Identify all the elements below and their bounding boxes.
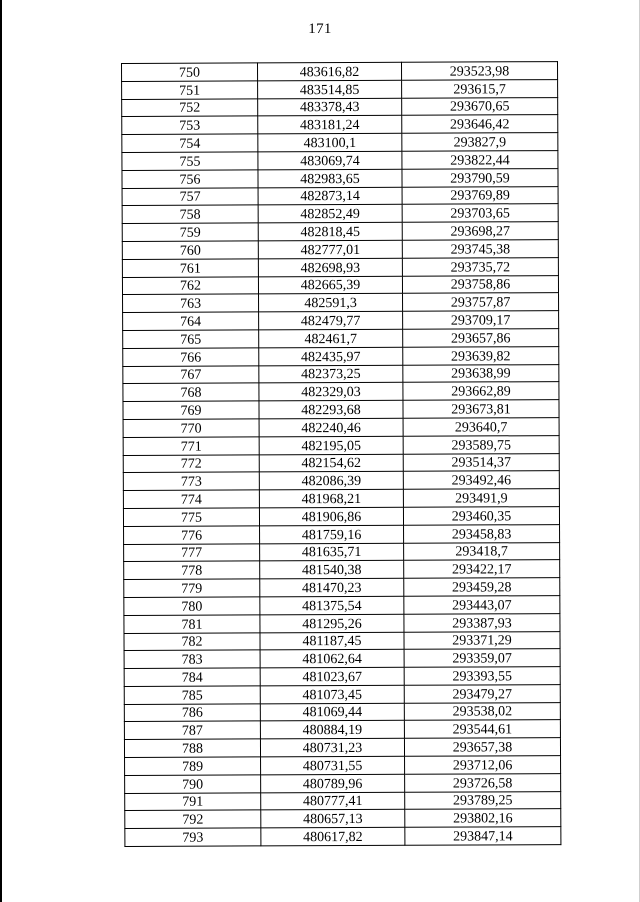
y-coordinate-cell: 293822,44	[402, 151, 558, 169]
table-row	[124, 524, 560, 544]
point-number-cell: 769	[123, 401, 259, 419]
point-number-cell: 792	[125, 810, 261, 828]
point-number-cell: 755	[122, 152, 258, 170]
point-number-cell: 791	[125, 793, 261, 811]
table-row	[125, 773, 561, 793]
table-row	[122, 115, 558, 135]
table-row	[123, 418, 559, 438]
x-coordinate-cell: 480884,19	[260, 721, 404, 739]
y-coordinate-cell: 293638,99	[403, 364, 559, 382]
point-number-cell: 779	[124, 579, 260, 597]
point-number-cell: 789	[125, 757, 261, 775]
x-coordinate-cell: 482373,25	[259, 365, 403, 383]
x-coordinate-cell: 483181,24	[258, 116, 402, 134]
y-coordinate-cell: 293709,17	[403, 311, 559, 329]
x-coordinate-cell: 481069,44	[260, 703, 404, 721]
coordinates-table	[121, 61, 561, 847]
y-coordinate-cell: 293769,89	[402, 186, 558, 204]
table-row	[124, 542, 560, 562]
point-number-cell: 771	[123, 437, 259, 455]
point-number-cell: 780	[124, 597, 260, 615]
table-row	[123, 471, 559, 491]
x-coordinate-cell: 482435,97	[259, 347, 403, 365]
y-coordinate-cell: 293657,86	[403, 329, 559, 347]
x-coordinate-cell: 482852,49	[258, 205, 402, 223]
x-coordinate-cell: 483616,82	[258, 62, 402, 80]
table-row	[124, 613, 560, 633]
table-row	[122, 168, 558, 188]
y-coordinate-cell: 293443,07	[404, 595, 560, 613]
point-number-cell: 768	[123, 383, 259, 401]
x-coordinate-cell: 481073,45	[260, 685, 404, 703]
coordinates-table-body	[122, 62, 561, 847]
x-coordinate-cell: 481635,71	[260, 543, 404, 561]
table-row	[124, 631, 560, 651]
table-row	[123, 293, 559, 313]
y-coordinate-cell: 293523,98	[401, 62, 557, 80]
point-number-cell: 758	[122, 205, 258, 223]
y-coordinate-cell: 293538,02	[404, 702, 560, 720]
point-number-cell: 765	[123, 330, 259, 348]
point-number-cell: 790	[125, 775, 261, 793]
point-number-cell: 788	[124, 739, 260, 757]
table-row	[123, 507, 559, 527]
x-coordinate-cell: 481023,67	[260, 667, 404, 685]
y-coordinate-cell: 293712,06	[405, 756, 561, 774]
table-row	[125, 756, 561, 776]
point-number-cell: 751	[122, 81, 258, 99]
table-row	[122, 257, 558, 277]
y-coordinate-cell: 293460,35	[403, 507, 559, 525]
point-number-cell: 775	[123, 508, 259, 526]
y-coordinate-cell: 293726,58	[405, 773, 561, 791]
x-coordinate-cell: 482873,14	[258, 187, 402, 205]
x-coordinate-cell: 482195,05	[259, 436, 403, 454]
y-coordinate-cell: 293393,55	[404, 667, 560, 685]
y-coordinate-cell: 293758,86	[402, 275, 558, 293]
x-coordinate-cell: 481759,16	[260, 525, 404, 543]
x-coordinate-cell: 482983,65	[258, 169, 402, 187]
table-row	[125, 827, 561, 847]
y-coordinate-cell: 293371,29	[404, 631, 560, 649]
x-coordinate-cell: 480789,96	[261, 774, 405, 792]
table-row	[122, 79, 558, 99]
table-row	[122, 133, 558, 153]
point-number-cell: 761	[122, 259, 258, 277]
x-coordinate-cell: 482461,7	[259, 329, 403, 347]
table-row	[122, 62, 558, 82]
point-number-cell: 759	[122, 223, 258, 241]
x-coordinate-cell: 482086,39	[259, 472, 403, 490]
point-number-cell: 785	[124, 686, 260, 704]
y-coordinate-cell: 293514,37	[403, 453, 559, 471]
y-coordinate-cell: 293789,25	[405, 791, 561, 809]
point-number-cell: 773	[123, 472, 259, 490]
point-number-cell: 757	[122, 187, 258, 205]
x-coordinate-cell: 482479,77	[259, 311, 403, 329]
table-row	[123, 489, 559, 509]
point-number-cell: 778	[124, 561, 260, 579]
y-coordinate-cell: 293359,07	[404, 649, 560, 667]
y-coordinate-cell: 293544,61	[404, 720, 560, 738]
page-number: 171	[308, 21, 332, 37]
x-coordinate-cell: 482818,45	[258, 222, 402, 240]
table-row	[123, 382, 559, 402]
point-number-cell: 764	[123, 312, 259, 330]
point-number-cell: 786	[124, 704, 260, 722]
y-coordinate-cell: 293479,27	[404, 684, 560, 702]
table-row	[122, 275, 558, 295]
point-number-cell: 754	[122, 134, 258, 152]
x-coordinate-cell: 481968,21	[259, 489, 403, 507]
y-coordinate-cell: 293673,81	[403, 400, 559, 418]
x-coordinate-cell: 481187,45	[260, 632, 404, 650]
point-number-cell: 777	[124, 543, 260, 561]
x-coordinate-cell: 483100,1	[258, 133, 402, 151]
x-coordinate-cell: 483514,85	[258, 80, 402, 98]
x-coordinate-cell: 480657,13	[261, 810, 405, 828]
table-row	[123, 435, 559, 455]
table-row	[123, 329, 559, 349]
x-coordinate-cell: 480731,23	[260, 739, 404, 757]
point-number-cell: 767	[123, 365, 259, 383]
x-coordinate-cell: 482154,62	[259, 454, 403, 472]
x-coordinate-cell: 481906,86	[259, 507, 403, 525]
x-coordinate-cell: 481540,38	[260, 561, 404, 579]
table-row	[124, 649, 560, 669]
table-row	[125, 809, 561, 829]
table-row	[122, 97, 558, 117]
table-row	[123, 400, 559, 420]
table-row	[123, 364, 559, 384]
y-coordinate-cell: 293790,59	[402, 168, 558, 186]
x-coordinate-cell: 482329,03	[259, 383, 403, 401]
x-coordinate-cell: 482240,46	[259, 418, 403, 436]
table-row	[123, 311, 559, 331]
x-coordinate-cell: 481470,23	[260, 578, 404, 596]
y-coordinate-cell: 293640,7	[403, 418, 559, 436]
point-number-cell: 770	[123, 419, 259, 437]
y-coordinate-cell: 293698,27	[402, 222, 558, 240]
point-number-cell: 787	[124, 721, 260, 739]
table-row	[124, 720, 560, 740]
point-number-cell: 772	[123, 454, 259, 472]
table-row	[122, 151, 558, 171]
table-row	[124, 702, 560, 722]
table-row	[122, 186, 558, 206]
y-coordinate-cell: 293745,38	[402, 240, 558, 258]
y-coordinate-cell: 293422,17	[404, 560, 560, 578]
x-coordinate-cell: 483069,74	[258, 151, 402, 169]
x-coordinate-cell: 480777,41	[261, 792, 405, 810]
y-coordinate-cell: 293492,46	[403, 471, 559, 489]
point-number-cell: 766	[123, 348, 259, 366]
point-number-cell: 752	[122, 98, 258, 116]
table-row	[124, 684, 560, 704]
point-number-cell: 750	[122, 63, 258, 81]
x-coordinate-cell: 480617,82	[261, 828, 405, 846]
x-coordinate-cell: 482777,01	[258, 240, 402, 258]
y-coordinate-cell: 293657,38	[404, 738, 560, 756]
table-row	[122, 204, 558, 224]
y-coordinate-cell: 293459,28	[404, 578, 560, 596]
y-coordinate-cell: 293387,93	[404, 613, 560, 631]
point-number-cell: 753	[122, 116, 258, 134]
x-coordinate-cell: 483378,43	[258, 98, 402, 116]
x-coordinate-cell: 482293,68	[259, 400, 403, 418]
y-coordinate-cell: 293639,82	[403, 346, 559, 364]
point-number-cell: 784	[124, 668, 260, 686]
x-coordinate-cell: 482665,39	[258, 276, 402, 294]
y-coordinate-cell: 293670,65	[402, 97, 558, 115]
y-coordinate-cell: 293802,16	[405, 809, 561, 827]
point-number-cell: 763	[123, 294, 259, 312]
point-number-cell: 760	[122, 241, 258, 259]
y-coordinate-cell: 293757,87	[403, 293, 559, 311]
x-coordinate-cell: 481375,54	[260, 596, 404, 614]
x-coordinate-cell: 482698,93	[258, 258, 402, 276]
x-coordinate-cell: 481295,26	[260, 614, 404, 632]
y-coordinate-cell: 293615,7	[402, 79, 558, 97]
table-row	[122, 240, 558, 260]
y-coordinate-cell: 293703,65	[402, 204, 558, 222]
table-row	[124, 667, 560, 687]
y-coordinate-cell: 293847,14	[405, 827, 561, 845]
x-coordinate-cell: 482591,3	[259, 294, 403, 312]
point-number-cell: 781	[124, 615, 260, 633]
point-number-cell: 793	[125, 828, 261, 846]
point-number-cell: 776	[124, 526, 260, 544]
y-coordinate-cell: 293589,75	[403, 435, 559, 453]
point-number-cell: 783	[124, 650, 260, 668]
table-row	[123, 346, 559, 366]
table-row	[124, 595, 560, 615]
y-coordinate-cell: 293458,83	[404, 524, 560, 542]
table-row	[124, 578, 560, 598]
y-coordinate-cell: 293418,7	[404, 542, 560, 560]
table-row	[125, 791, 561, 811]
point-number-cell: 756	[122, 170, 258, 188]
x-coordinate-cell: 481062,64	[260, 650, 404, 668]
y-coordinate-cell: 293646,42	[402, 115, 558, 133]
scan-left-edge	[0, 0, 2, 902]
y-coordinate-cell: 293735,72	[402, 257, 558, 275]
table-row	[124, 560, 560, 580]
table-row	[122, 222, 558, 242]
y-coordinate-cell: 293827,9	[402, 133, 558, 151]
y-coordinate-cell: 293491,9	[403, 489, 559, 507]
x-coordinate-cell: 480731,55	[261, 756, 405, 774]
point-number-cell: 782	[124, 632, 260, 650]
point-number-cell: 774	[123, 490, 259, 508]
y-coordinate-cell: 293662,89	[403, 382, 559, 400]
table-row	[123, 453, 559, 473]
point-number-cell: 762	[122, 276, 258, 294]
table-row	[124, 738, 560, 758]
